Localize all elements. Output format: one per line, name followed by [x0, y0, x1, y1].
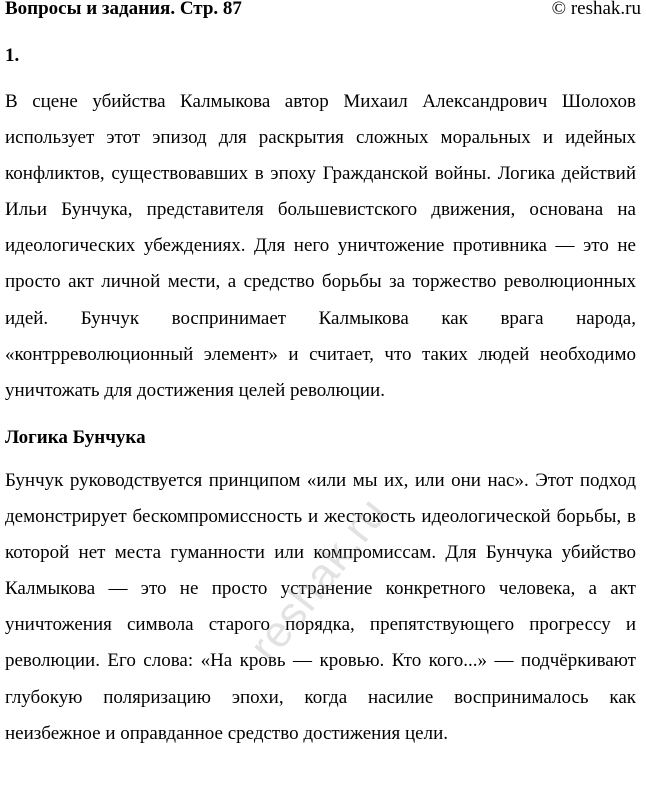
section-heading: Логика Бунчука: [5, 427, 146, 448]
watermark: reshak.ru: [240, 488, 398, 671]
task-paragraph: В сцене убийства Калмыкова автор Михаил Александрович Шолохов использует этот эпизод для раскрытия сложных моральных и идейных конфликтов, существовавших в эпоху Гражданской войны. Логика действий Ильи Бунчука, представителя большевистского движения, основана на идеологических убеждениях. Для него уничтожение противника — это не просто акт личной мести, а средство борьбы за торжество революционных идей. Бунчук воспринимает Калмыкова как врага народа, «контрреволюционный элемент» и считает, что таких людей необходимо уничтожать для достижения целей революции.: [5, 91, 636, 401]
section-paragraph: Бунчук руководствуется принципом «или мы их, или они нас». Этот подход демонстрирует бескомпромиссность и жестокость идеологической борьбы, в которой нет места гуманности или компромиссам. Для Бунчука убийство Калмыкова — это не просто устранение конкретного человека, а акт уничтожения символа старого порядка, препятствующего прогрессу и революции. Его слова: «На кровь — кровью. Кто кого...» — подчёркивают глубокую поляризацию эпохи, когда насилие воспринималось как неизбежное и оправданное средство достижения цели.: [5, 470, 636, 744]
source-label: © reshak.ru: [551, 0, 641, 19]
page-title: Вопросы и задания. Стр. 87: [5, 0, 242, 19]
page-header: [5, 0, 641, 24]
task-number: 1.: [5, 45, 20, 66]
